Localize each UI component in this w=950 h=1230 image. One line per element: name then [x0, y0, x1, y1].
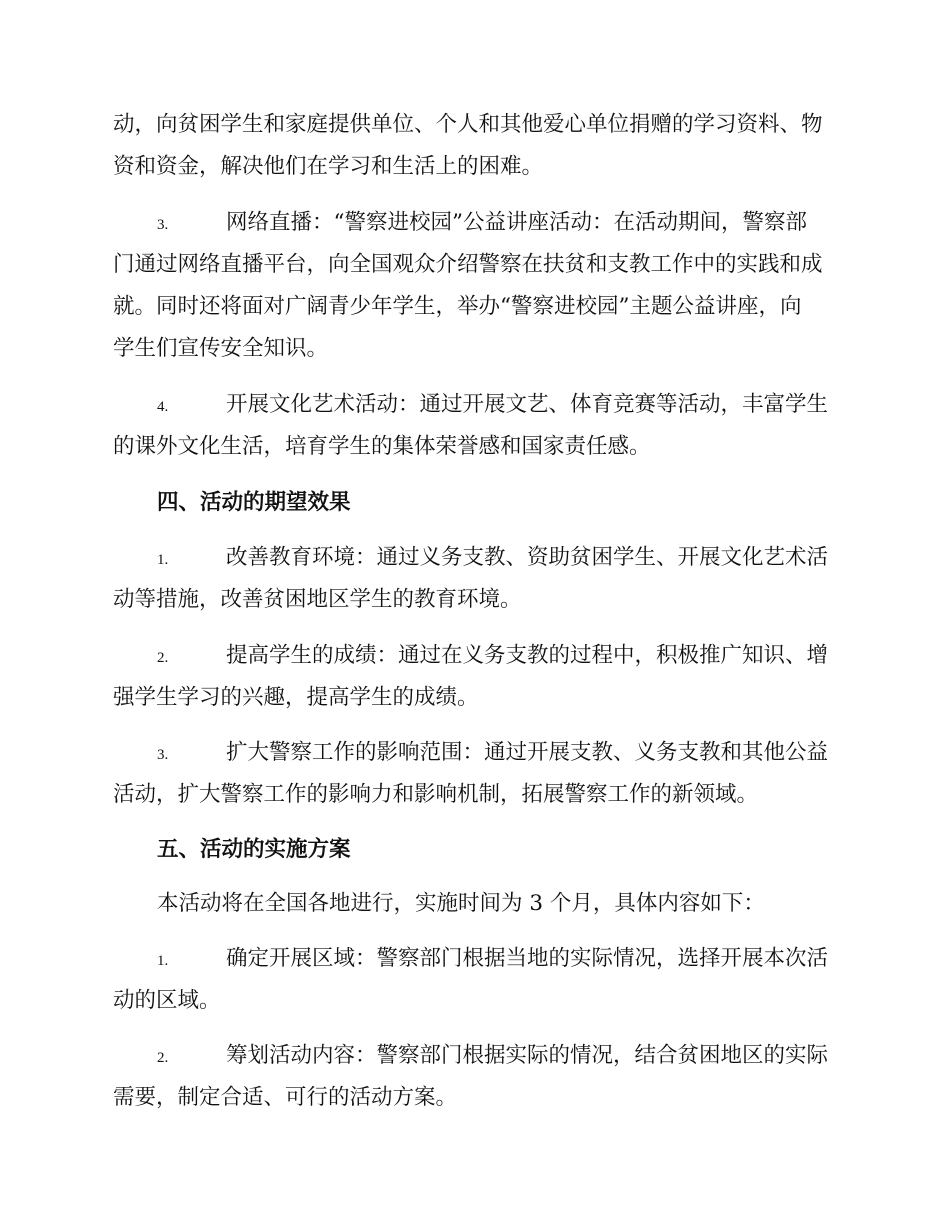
list-number: 3.: [157, 217, 169, 233]
list-number: 1.: [157, 552, 169, 568]
list-number: 1.: [157, 953, 169, 969]
list-number: 2.: [157, 650, 169, 666]
paragraph-line: 需要，制定合适、可行的活动方案。: [113, 1085, 458, 1110]
paragraph-line: 动等措施，改善贫困地区学生的教育环境。: [113, 587, 522, 612]
paragraph-line: 开展文化艺术活动：通过开展文艺、体育竞赛等活动，丰富学生: [226, 392, 829, 417]
list-item: [113, 1035, 833, 1119]
section-heading-text: 五、活动的实施方案: [157, 837, 351, 862]
paragraph-line: 本活动将在全国各地进行，实施时间为 3 个月，具体内容如下：: [157, 891, 765, 916]
list-item: [113, 635, 833, 719]
paragraph-line: 的课外文化生活，培育学生的集体荣誉感和国家责任感。: [113, 434, 651, 459]
paragraph-line: 提高学生的成绩：通过在义务支教的过程中，积极推广知识、增: [226, 643, 829, 668]
section-heading: [113, 829, 833, 871]
list-number: 3.: [157, 747, 169, 763]
paragraph-line: 改善教育环境：通过义务支教、资助贫困学生、开展文化艺术活: [226, 545, 829, 570]
paragraph-line: 动的区域。: [113, 988, 221, 1013]
list-item: [113, 732, 833, 816]
paragraph-line: 门通过网络直播平台，向全国观众介绍警察在扶贫和支教工作中的实践和成: [113, 252, 823, 277]
paragraph-line: 强学生学习的兴趣，提高学生的成绩。: [113, 685, 479, 710]
section-heading: [113, 482, 833, 524]
list-number: 2.: [157, 1050, 169, 1066]
paragraph: [113, 104, 833, 188]
paragraph-line: 确定开展区域：警察部门根据当地的实际情况，选择开展本次活: [226, 946, 829, 971]
paragraph-line: 就。同时还将面对广阔青少年学生，举办“警察进校园”主题公益讲座，向: [113, 294, 802, 319]
paragraph-line: 资和资金，解决他们在学习和生活上的困难。: [113, 154, 544, 179]
paragraph: [113, 883, 833, 925]
list-item: [113, 384, 833, 468]
list-item: [113, 537, 833, 621]
paragraph-line: 活动，扩大警察工作的影响力和影响机制，拓展警察工作的新领域。: [113, 782, 759, 807]
list-item: [113, 202, 833, 370]
paragraph-line: 扩大警察工作的影响范围：通过开展支教、义务支教和其他公益: [226, 740, 829, 765]
section-heading-text: 四、活动的期望效果: [157, 490, 351, 515]
list-number: 4.: [157, 399, 169, 415]
list-item: [113, 938, 833, 1022]
paragraph-line: 动，向贫困学生和家庭提供单位、个人和其他爱心单位捐赠的学习资料、物: [113, 112, 823, 137]
paragraph-line: 网络直播：“警察进校园”公益讲座活动：在活动期间，警察部: [226, 210, 807, 235]
paragraph-line: 筹划活动内容：警察部门根据实际的情况，结合贫困地区的实际: [226, 1043, 829, 1068]
paragraph-line: 学生们宣传安全知识。: [113, 336, 329, 361]
